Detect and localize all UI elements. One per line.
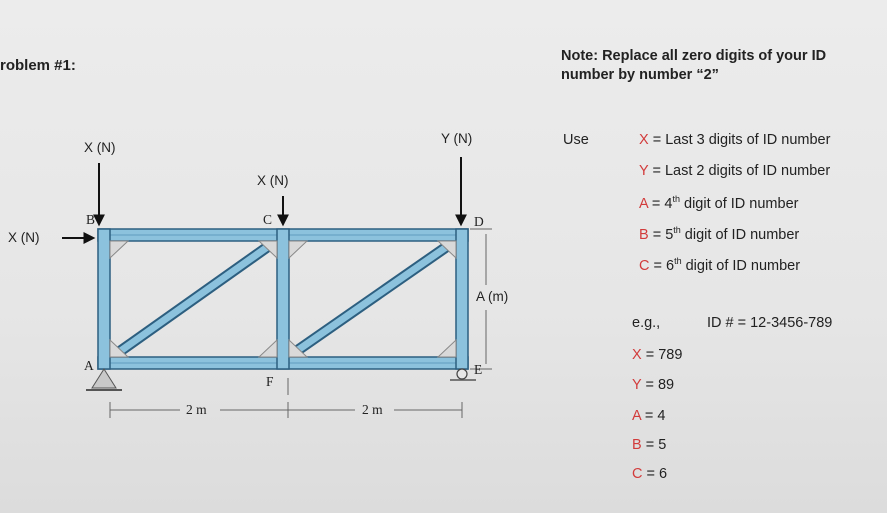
example-a: A = 4 [632,408,666,424]
roller-support-e [450,369,476,380]
example-c: C = 6 [632,466,668,482]
note-line-2: number by number “2” [561,67,719,83]
definition-x: X = Last 3 digits of ID number [639,132,831,148]
span-label-2: 2 m [362,402,383,417]
span-dimension [110,378,462,418]
example-label: e.g., [632,315,661,331]
node-label-d: D [474,214,484,229]
example-x: X = 789 [632,347,683,363]
definition-a: A = 4th digit of ID number [639,194,799,212]
load-label-left: X (N) [84,140,116,155]
node-label-b: B [86,212,96,227]
example-b: B = 5 [632,437,667,453]
node-label-c: C [263,212,273,227]
use-label: Use [563,132,589,148]
vertical-member-right [456,229,468,369]
note-line-1: Note: Replace all zero digits of your ID [561,48,827,64]
example-id: ID # = 12-3456-789 [707,315,833,331]
example-y: Y = 89 [632,377,675,393]
diagonal-member-left [112,243,273,357]
definition-y: Y = Last 2 digits of ID number [639,163,831,179]
vertical-member-middle [277,229,289,369]
node-label-e: E [474,362,483,377]
load-label-horizontal: X (N) [8,230,40,245]
height-label: A (m) [476,289,509,304]
node-label-f: F [266,374,274,389]
load-label-middle: X (N) [257,173,289,188]
definition-c: C = 6th digit of ID number [639,256,801,274]
definition-b: B = 5th digit of ID number [639,225,800,243]
diagonal-member-right [288,243,452,357]
problem-title: roblem #1: [0,57,76,74]
span-label-1: 2 m [186,402,207,417]
vertical-member-left [98,229,110,369]
node-label-a: A [84,358,94,373]
load-label-right: Y (N) [441,131,473,146]
